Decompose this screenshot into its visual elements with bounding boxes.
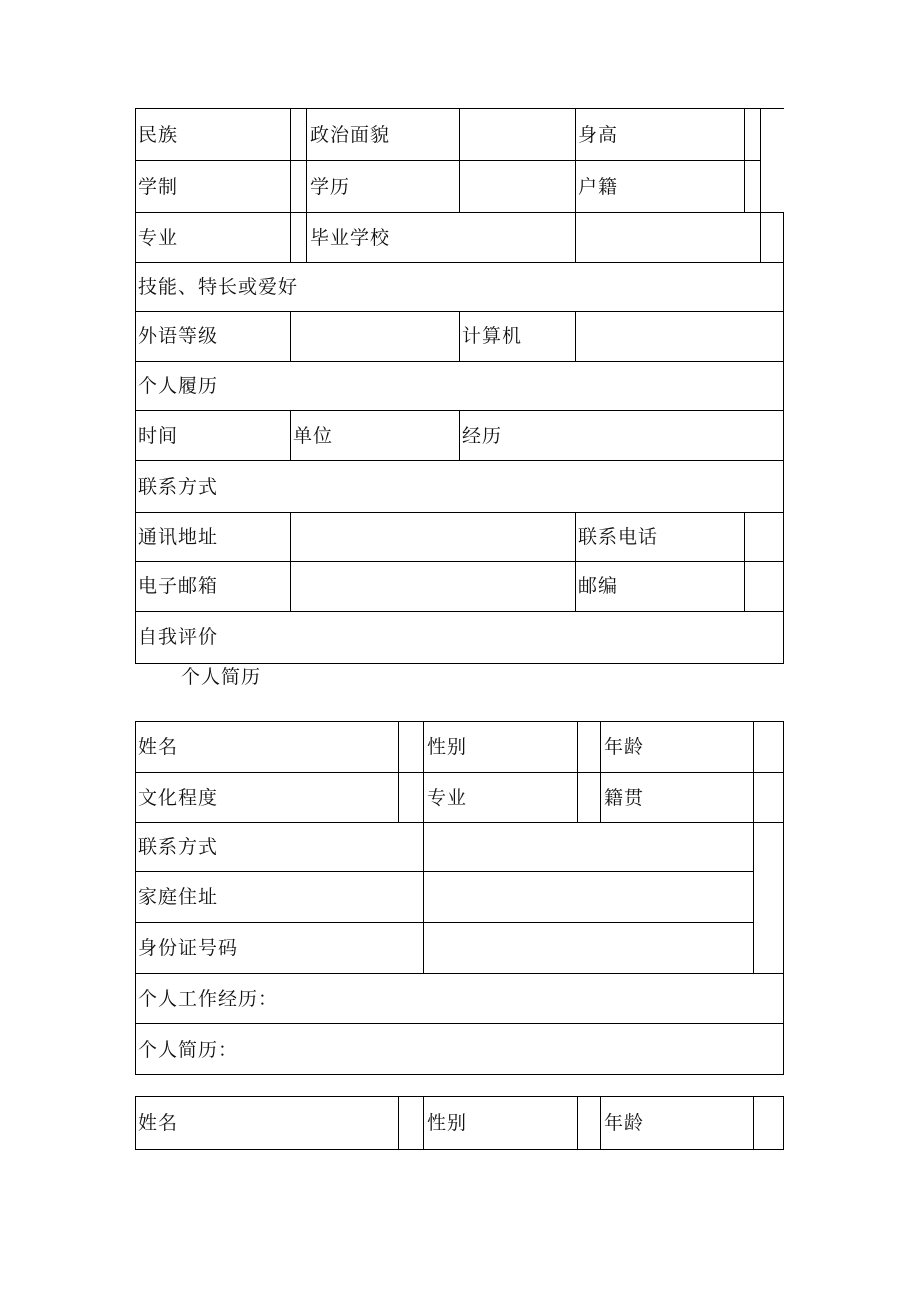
table-border — [577, 721, 578, 823]
table-border — [783, 1096, 784, 1150]
table-border — [760, 108, 761, 263]
table-border — [459, 311, 460, 362]
table-border — [600, 1096, 601, 1150]
table-border — [135, 262, 784, 263]
table-border — [135, 160, 761, 161]
label-native-place: 籍贯 — [604, 787, 645, 809]
table-border — [753, 1096, 754, 1150]
label-contact: 联系方式 — [138, 836, 219, 858]
label-personal-resume: 个人履历 — [138, 375, 219, 397]
table-border — [753, 721, 754, 974]
caption-title: 个人简历 — [181, 666, 262, 688]
label-gender: 性别 — [427, 1112, 468, 1134]
label-political-status: 政治面貌 — [310, 124, 391, 146]
table-border — [135, 822, 784, 823]
table-border — [398, 1096, 399, 1150]
table-border — [290, 311, 291, 362]
label-age: 年龄 — [604, 1112, 645, 1134]
table-border — [575, 512, 576, 612]
label-name: 姓名 — [138, 1112, 179, 1134]
table-border — [290, 410, 291, 461]
table-border — [135, 772, 784, 773]
table-border — [135, 611, 784, 612]
table-border — [290, 512, 291, 612]
label-postcode: 邮编 — [578, 575, 619, 597]
table-border — [135, 1149, 784, 1150]
table-border — [398, 721, 399, 823]
table-border — [575, 311, 576, 362]
table-border — [135, 561, 784, 562]
table-border — [577, 1096, 578, 1150]
table-border — [306, 108, 307, 263]
label-graduated-school: 毕业学校 — [310, 227, 391, 249]
label-email: 电子邮箱 — [138, 575, 219, 597]
label-age: 年龄 — [604, 736, 645, 758]
table-border — [135, 721, 784, 722]
label-education: 学历 — [310, 176, 351, 198]
label-experience: 经历 — [462, 425, 503, 447]
label-self-evaluation: 自我评价 — [138, 626, 219, 648]
table-border — [135, 871, 754, 872]
label-time: 时间 — [138, 425, 179, 447]
table-border — [135, 1023, 784, 1024]
label-ethnicity: 民族 — [138, 124, 179, 146]
table-border — [600, 721, 601, 823]
label-contact: 联系方式 — [138, 476, 219, 498]
table-border — [135, 973, 784, 974]
label-unit: 单位 — [293, 425, 334, 447]
table-border — [135, 512, 784, 513]
table-border — [135, 1096, 136, 1150]
label-household-registration: 户籍 — [578, 176, 619, 198]
table-border — [744, 108, 745, 213]
table-border — [135, 1074, 784, 1075]
table-border — [135, 721, 136, 1075]
table-border — [423, 721, 424, 974]
label-home-address: 家庭住址 — [138, 886, 219, 908]
label-address: 通讯地址 — [138, 526, 219, 548]
table-border — [135, 922, 754, 923]
table-border — [290, 108, 291, 263]
table-border — [575, 108, 576, 263]
label-name: 姓名 — [138, 736, 179, 758]
label-work-experience: 个人工作经历： — [138, 988, 279, 1010]
label-major: 专业 — [138, 227, 179, 249]
table-border — [783, 212, 784, 664]
label-skills: 技能、特长或爱好 — [138, 276, 299, 298]
label-gender: 性别 — [427, 736, 468, 758]
table-border — [459, 410, 460, 461]
label-education-level: 文化程度 — [138, 787, 219, 809]
label-phone: 联系电话 — [578, 526, 659, 548]
label-computer: 计算机 — [462, 325, 523, 347]
table-border — [744, 512, 745, 612]
table-border — [135, 1096, 784, 1097]
label-school-system: 学制 — [138, 176, 179, 198]
label-height: 身高 — [578, 124, 619, 146]
label-language-level: 外语等级 — [138, 325, 219, 347]
table-border — [423, 1096, 424, 1150]
table-border — [135, 108, 136, 664]
label-major: 专业 — [427, 787, 468, 809]
table-border — [135, 663, 784, 664]
table-border — [783, 721, 784, 1075]
table-border — [459, 108, 460, 213]
label-resume: 个人简历： — [138, 1039, 239, 1061]
label-id-number: 身份证号码 — [138, 937, 239, 959]
